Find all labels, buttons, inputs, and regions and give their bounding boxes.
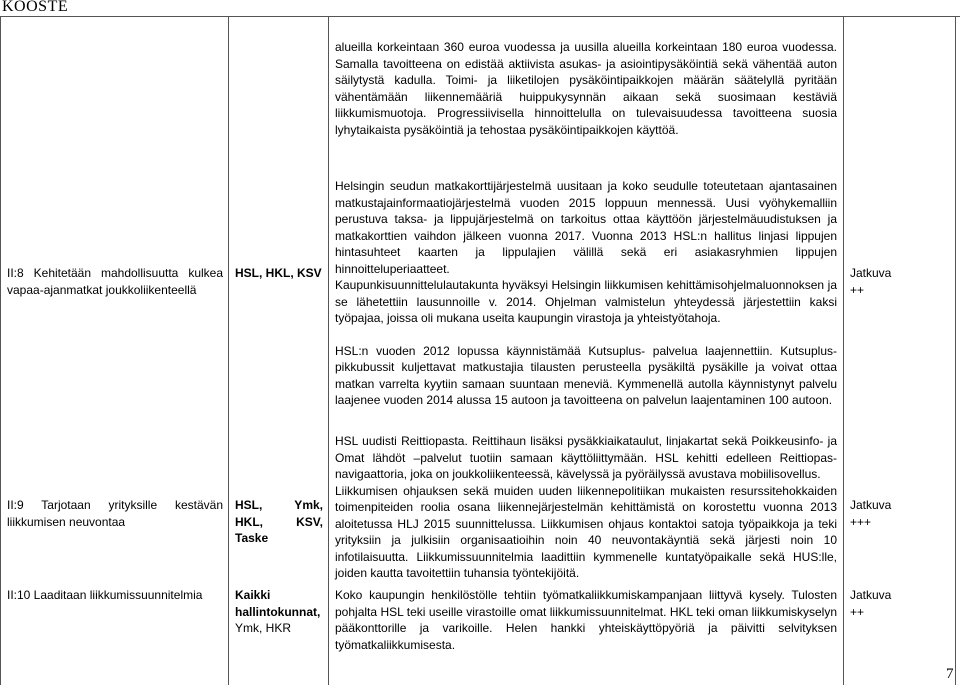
row-ii8-description-2: Kaupunkisuunnittelulautakunta hyväksyi Helsingin liikkumisen kehittämisohjelmaluonnoksen ja se lähetettiin lausunnoille v. 2014. Ohjelman valmistelun yhteydessä järjestettiin kaksi työpajaa, joissa oli mukana useita kaupungin virastoja ja yhteistyötahoja. — [335, 278, 837, 325]
row-ii9-measure: II:9 Tarjotaan yrityksille kestävän liikkumisen neuvontaa — [7, 498, 223, 529]
row-ii9-description-2: Liikkumisen ohjauksen sekä muiden uuden liikennepolitiikan mukaisten resurssitehokkaiden toimenpiteiden roolia osana liikennejärjestelmän kehittämistä on korostettu vuonna 2013 aloitetussa HLJ 2015 suunnittelussa. Liikkumisen ohjaus kontaktoi satoja työpaikkoja ja teki yrityksiin ja julkisiin organisaatioihin noin 40 neuvontakäyntiä sekä järjesti noin 10 infotilaisuutta. Liikkumissuunnitelmia laadittiin kymmenelle kuntatyöpaikalle sekä HUS:lle, joiden kautta tavoitettiin tuhansia työntekijöitä. — [335, 483, 837, 580]
row-ii8-rating: ++ — [850, 282, 865, 297]
row-ii8-description — [335, 178, 837, 409]
table-row — [335, 39, 837, 138]
row-ii9-status: Jatkuva — [850, 498, 892, 512]
col-divider-3 — [843, 16, 844, 685]
row-ii10-rating: ++ — [850, 604, 865, 619]
row-ii10-responsible-rest: Ymk, HKR — [235, 621, 292, 635]
row-ii9-description-1: HSL uudisti Reittiopasta. Reittihaun lisäksi pysäkkiaikataulut, linjakartat sekä Poikkeusinfo- ja Omat lähdöt –palvelut tuotiin samaan käyttöliittymään. HSL kehitti edelleen Reittiopas-navigaattoria, joka on joukkoliikenteessä, kävelyssä ja pyöräilyssä avustava mobiilisovellus. — [335, 434, 837, 481]
row-ii8-measure: II:8 Kehitetään mahdollisuutta kulkea vapaa-ajanmatkat joukkoliikenteellä — [7, 266, 223, 297]
page-number: 7 — [946, 666, 954, 682]
row-ii9-responsible: HSL, Ymk, HKL, KSV, Taske — [235, 498, 323, 545]
row-ii10-responsible-bold: Kaikki hallintokunnat, — [235, 588, 321, 619]
row-ii8-status: Jatkuva — [850, 266, 892, 280]
row-ii8-responsible: HSL, HKL, KSV — [235, 266, 322, 280]
table-top-border — [0, 16, 960, 17]
row-top-description: alueilla korkeintaan 360 euroa vuodessa ja uusilla alueilla korkeintaan 180 euroa vuodessa. Samalla tavoitteena on edistää aktiivista asukas- ja asiointipysäköintiä sekä vähentää auton säilytystä kadulla. Toimi- ja liiketilojen pysäköintipaikkojen määrän säätelyllä pyritään vähentämään liikennemääriä huippukysynnän aikaan sekä suosimaan kestäviä liikkumismuotoja. Progressiivisella hinnoittelulla on tulevaisuudessa tavoitteena suosia lyhytaikaista pysäköintiä ja tehostaa pysäköintipaikkojen käyttöä. — [335, 40, 837, 137]
col-divider-1 — [228, 16, 229, 685]
row-ii8-description-3: HSL:n vuoden 2012 lopussa käynnistämää Kutsuplus- palvelua laajennettiin. Kutsuplus- pikkubussit kuljettavat matkustajia tilausten perusteella pysäkiltä pysäkille ja voivat ottaa matkan varrelta kyytiin samaan suuntaan meneviä. Kymmenellä autolla käynnistynyt palvelu laajenee vuoden 2014 alussa 15 autoon ja tavoitteena on palvelun laajentaminen 100 autoon. — [335, 343, 837, 407]
row-ii9-status-cell — [850, 497, 950, 530]
row-ii10-description: Koko kaupungin henkilöstölle tehtiin työmatkaliikkumiskampanjaan liittyvä kysely. Tulosten pohjalta HSL teki useille virastoille omat liikkumissuunnitelmat. HKL teki oman liikkumiskyselyn pääkonttorille ja varikoille. Helen hankki yhteiskäyttöpyöriä ja päivitti selvityksen työmatkaliikkumisesta. — [335, 588, 837, 652]
header-label: KOOSTE — [2, 0, 69, 15]
col-divider-2 — [328, 16, 329, 685]
table-left-border — [0, 16, 1, 685]
row-ii10-responsible — [235, 587, 323, 637]
row-ii8-status-cell — [850, 265, 950, 298]
row-ii9-description — [335, 433, 837, 582]
row-ii8-description-1: Helsingin seudun matkakorttijärjestelmä uusitaan ja koko seudulle toteutetaan ajantasainen matkustajainformaatiojärjestelmä vuoden 2015 loppuun mennessä. Uusi vyöhykemalliin perustuva taksa- ja lippujärjestelmä on tarkoitus ottaa käyttöön järjestelmäuudistuksen ja matkakorttien vaihdon jälkeen vuonna 2017. Vuonna 2013 HSL:n hallitus linjasi lippujen hintasuhteet kaarten ja lippulajien välillä sekä eri asiakasryhmien lippujen hinnoitteluperiaatteet. — [335, 179, 837, 276]
row-ii9-rating: +++ — [850, 514, 872, 529]
row-ii10-status-cell — [850, 587, 950, 620]
row-ii10-status: Jatkuva — [850, 588, 892, 602]
table-right-border — [955, 16, 956, 685]
row-ii10-measure: II:10 Laaditaan liikkumissuunnitelmia — [7, 588, 203, 602]
